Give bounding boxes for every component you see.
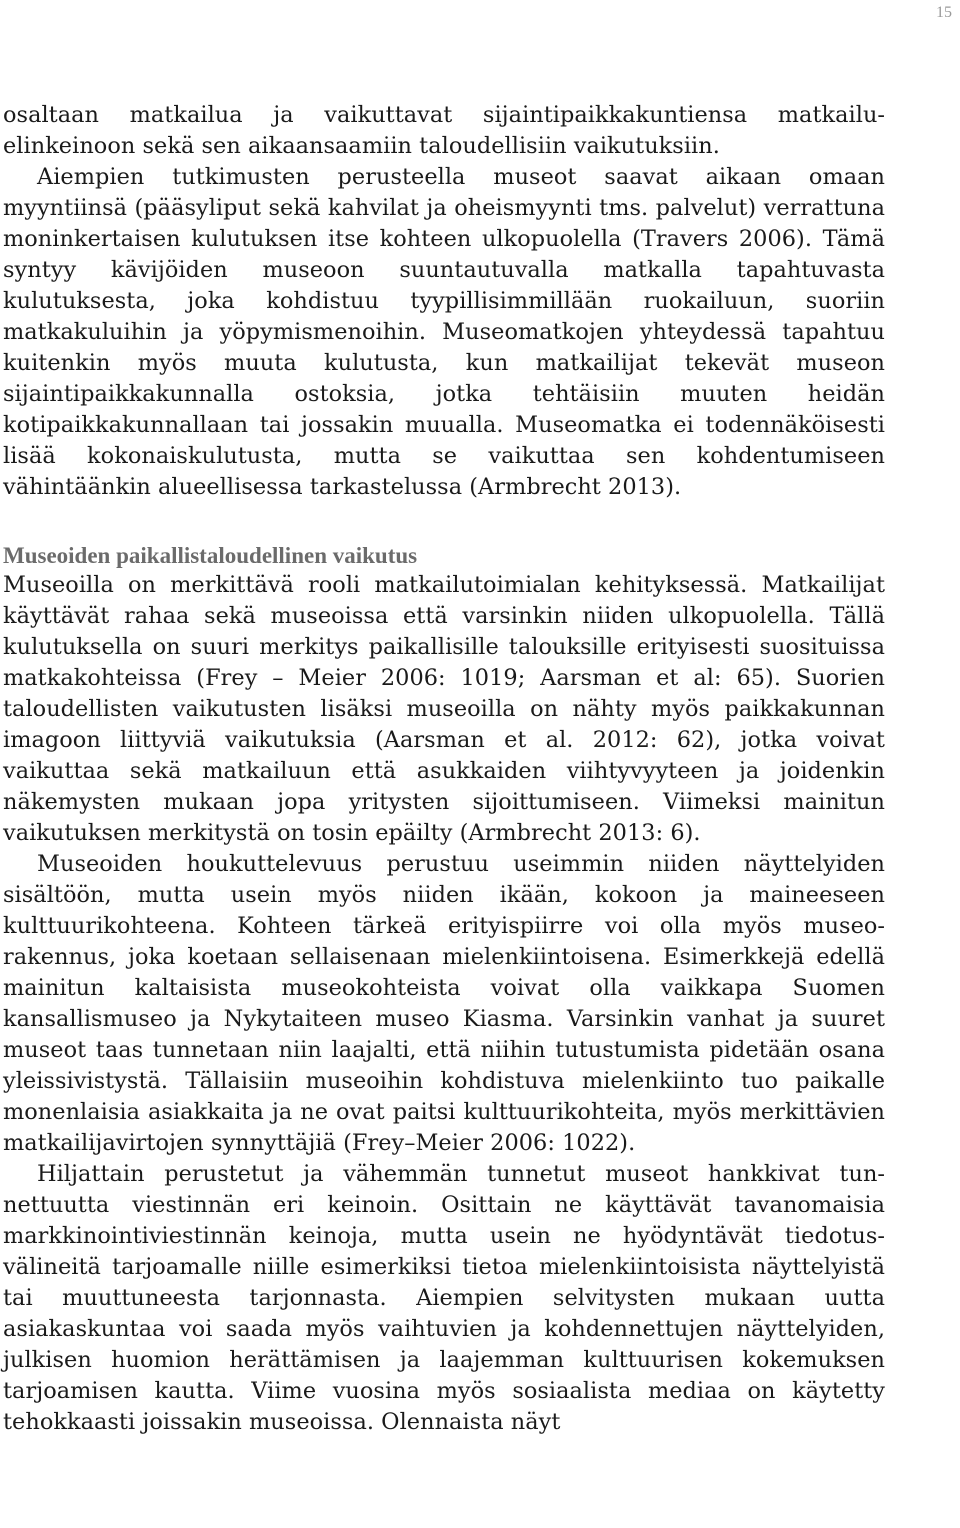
page-number: 15 — [936, 4, 952, 21]
paragraph-continuation: osaltaan matkailua ja vaikuttavat sijaintipaikkakuntiensa matkailuelinkeinoon sekä sen aikaansaamiin taloudellisiin vaikutuksiin. — [3, 102, 885, 159]
document-body — [3, 100, 885, 1438]
paragraph-museum-role: Museoilla on merkittävä rooli matkailutoimialan kehityksessä. Matkailijat käyttävät rahaa sekä museoissa että varsinkin niiden ulkopuolella. Tällä kulutuksella on suuri merkitys paikallisille talouksille erityisesti suosituissa matkakohteissa (Frey – Meier 2006: 1019; Aarsman et al: 65). Suorien taloudellisten vaikutusten lisäksi museoilla on nähty myös paikkakunnan imagoon liittyviä vaikutuksia (Aarsman et al. 2012: 62), jotka voivat vaikuttaa sekä matkailuun että asukkaiden viihtyvyyteen ja joidenkin näkemysten mukaan jopa yritysten sijoittumiseen. Viimeksi mainitun vaikutuksen merkitystä on tosin epäilty (Armbrecht 2013: 6). — [3, 572, 885, 846]
section-heading: Museoiden paikallistaloudellinen vaikutus — [3, 543, 418, 568]
paragraph-new-museums: Hiljattain perustetut ja vähemmän tunnetut museot hankkivat tunnettuutta viestinnän eri keinoin. Osittain ne käyttävät tavanomaisia markkinointiviestinnän keinoja, mutta usein ne hyödyntävät tiedotusvälineitä tarjoamalle niille esimerkiksi tietoa mielenkiintoisista näyttelyistä tai muuttuneesta tarjonnasta. Aiempien selvitysten mukaan uutta asiakaskuntaa voi saada myös vaihtuvien ja kohdennettujen näyttelyiden, julkisen huomion herättämisen ja laajemman kulttuurisen kokemuksen tarjoamisen kautta. Viime vuosina myös sosiaalista mediaa on käytetty tehokkaasti joissakin museoissa. Olennaista näyt — [3, 1161, 885, 1435]
paragraph-previous-research: Aiempien tutkimusten perusteella museot saavat aikaan omaan myyntiinsä (pääsyliput sekä kahvilat ja oheismyynti tms. palvelut) verrattuna moninkertaisen kulutuksen itse kohteen ulkopuolella (Travers 2006). Tämä syntyy kävijöiden museoon suuntautuvalla matkalla tapahtuvasta kulutuksesta, joka kohdistuu tyypillisimmillään ruokailuun, suoriin matkakuluihin ja yöpymismenoihin. Museomatkojen yhteydessä tapahtuu kuitenkin myös muuta kulutusta, kun matkailijat tekevät museon sijaintipaikkakunnalla ostoksia, jotka tehtäisiin muuten heidän kotipaikkakunnallaan tai jossakin muualla. Museomatka ei todennäköisesti lisää kokonaiskulutusta, mutta se vaikuttaa sen kohdentumiseen vähintäänkin alueellisessa tarkastelussa (Armbrecht 2013). — [3, 164, 885, 500]
paragraph-museum-attractiveness: Museoiden houkuttelevuus perustuu useimmin niiden näyttelyiden sisältöön, mutta usein myös niiden ikään, kokoon ja maineeseen kulttuurikohteena. Kohteen tärkeä erityispiirre voi olla myös museorakennus, joka koetaan sellaisenaan mielenkiintoisena. Esimerkkejä edellä mainitun kaltaisista museokohteista voivat olla vaikkapa Suomen kansallismuseo ja Nykytaiteen museo Kiasma. Varsinkin vanhat ja suuret museot taas tunnetaan niin laajalti, että niihin tutustumista pidetään osana yleissivistystä. Tällaisiin museoihin kohdistuva mielenkiinto tuo paikalle monenlaisia asiakkaita ja ne ovat paitsi kulttuurikohteita, myös merkittävien matkailijavirtojen synnyttäjiä (Frey–Meier 2006: 1022). — [3, 851, 885, 1156]
